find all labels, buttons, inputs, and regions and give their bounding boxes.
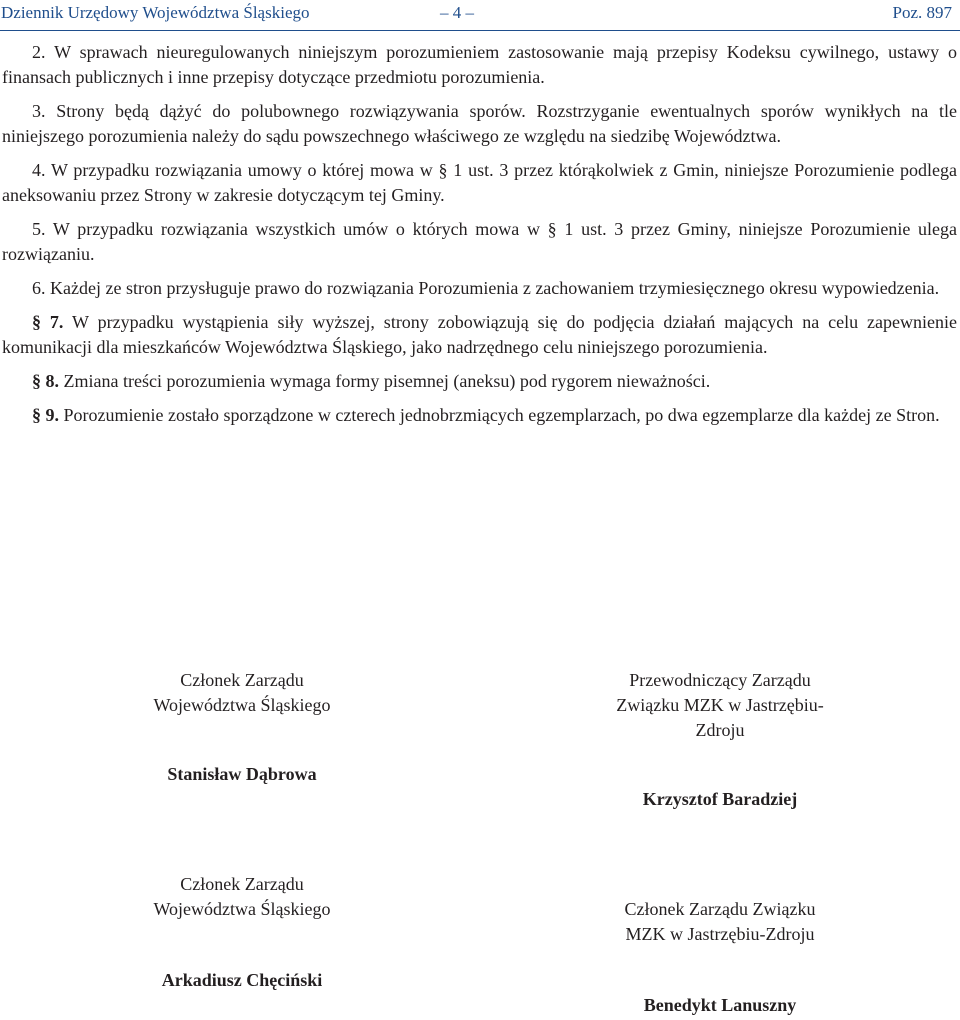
signatory-name: Arkadiusz Chęciński bbox=[161, 970, 323, 990]
paragraph-number: 2. bbox=[32, 42, 46, 62]
signatory-name: Krzysztof Baradziej bbox=[642, 789, 798, 809]
paragraph-number: 6. bbox=[32, 278, 46, 298]
signatory-role: Członek Zarządu bbox=[180, 874, 304, 894]
document-body bbox=[2, 40, 957, 437]
signature-block-top-right bbox=[570, 668, 870, 812]
signatory-role: Województwa Śląskiego bbox=[153, 695, 331, 715]
section-8 bbox=[2, 369, 957, 394]
paragraph-number: 3. bbox=[32, 101, 46, 121]
section-text: W przypadku wystąpienia siły wyższej, strony zobowiązują się do podjęcia działań mających na celu zapewnienie komunikacji dla mieszkańców Województwa Śląskiego, jako nadrzędnego celu niniejszego porozumienia. bbox=[2, 312, 957, 357]
signatory-role: Zdroju bbox=[695, 720, 745, 740]
paragraph-number: 5. bbox=[32, 219, 46, 239]
paragraph-4 bbox=[2, 158, 957, 208]
section-7 bbox=[2, 310, 957, 360]
section-number: § 9. bbox=[32, 405, 59, 425]
signatory-role: Województwa Śląskiego bbox=[153, 899, 331, 919]
paragraph-text: W przypadku rozwiązania wszystkich umów o których mowa w § 1 ust. 3 przez Gminy, niniejsze Porozumienie ulega rozwiązaniu. bbox=[2, 219, 957, 264]
signature-block-top-left bbox=[92, 668, 392, 787]
signature-block-bottom-left bbox=[92, 872, 392, 993]
paragraph-text: Każdej ze stron przysługuje prawo do rozwiązania Porozumienia z zachowaniem trzymiesięcznego okresu wypowiedzenia. bbox=[50, 278, 940, 298]
journal-title: Dziennik Urzędowy Województwa Śląskiego bbox=[1, 3, 310, 22]
paragraph-number: 4. bbox=[32, 160, 46, 180]
section-9 bbox=[2, 403, 957, 428]
paragraph-text: Strony będą dążyć do polubownego rozwiązywania sporów. Rozstrzyganie ewentualnych sporów wynikłych na tle niniejszego porozumienia należy do sądu powszechnego właściwego ze względu na siedzibę Województwa. bbox=[2, 101, 958, 146]
signatory-name: Stanisław Dąbrowa bbox=[167, 764, 317, 784]
signatory-name: Benedykt Lanuszny bbox=[643, 995, 797, 1015]
signatory-role: Członek Zarządu bbox=[180, 670, 304, 690]
signature-block-bottom-right bbox=[570, 897, 870, 1018]
signatory-role: Związku MZK w Jastrzębiu- bbox=[616, 695, 824, 715]
section-text: Zmiana treści porozumienia wymaga formy pisemnej (aneksu) pod rygorem nieważności. bbox=[63, 371, 711, 391]
signatory-role: Przewodniczący Zarządu bbox=[629, 670, 811, 690]
section-text: Porozumienie zostało sporządzone w czterech jednobrzmiących egzemplarzach, po dwa egzemplarze dla każdej ze Stron. bbox=[63, 405, 940, 425]
page-number: – 4 – bbox=[440, 3, 474, 22]
section-number: § 7. bbox=[32, 312, 64, 332]
paragraph-2 bbox=[2, 40, 957, 90]
section-number: § 8. bbox=[32, 371, 59, 391]
signatory-role: MZK w Jastrzębiu-Zdroju bbox=[625, 924, 815, 944]
paragraph-text: W przypadku rozwiązania umowy o której mowa w § 1 ust. 3 przez którąkolwiek z Gmin, niniejsze Porozumienie podlega aneksowaniu przez Strony w zakresie dotyczącym tej Gminy. bbox=[2, 160, 957, 205]
signatory-role: Członek Zarządu Związku bbox=[624, 899, 816, 919]
position-number: Poz. 897 bbox=[892, 3, 952, 22]
paragraph-6 bbox=[2, 276, 957, 301]
paragraph-3 bbox=[2, 99, 957, 149]
page-header bbox=[0, 0, 960, 31]
paragraph-5 bbox=[2, 217, 957, 267]
paragraph-text: W sprawach nieuregulowanych niniejszym porozumieniem zastosowanie mają przepisy Kodeksu cywilnego, ustawy o finansach publicznych i inne przepisy dotyczące przedmiotu porozumienia. bbox=[2, 42, 957, 87]
